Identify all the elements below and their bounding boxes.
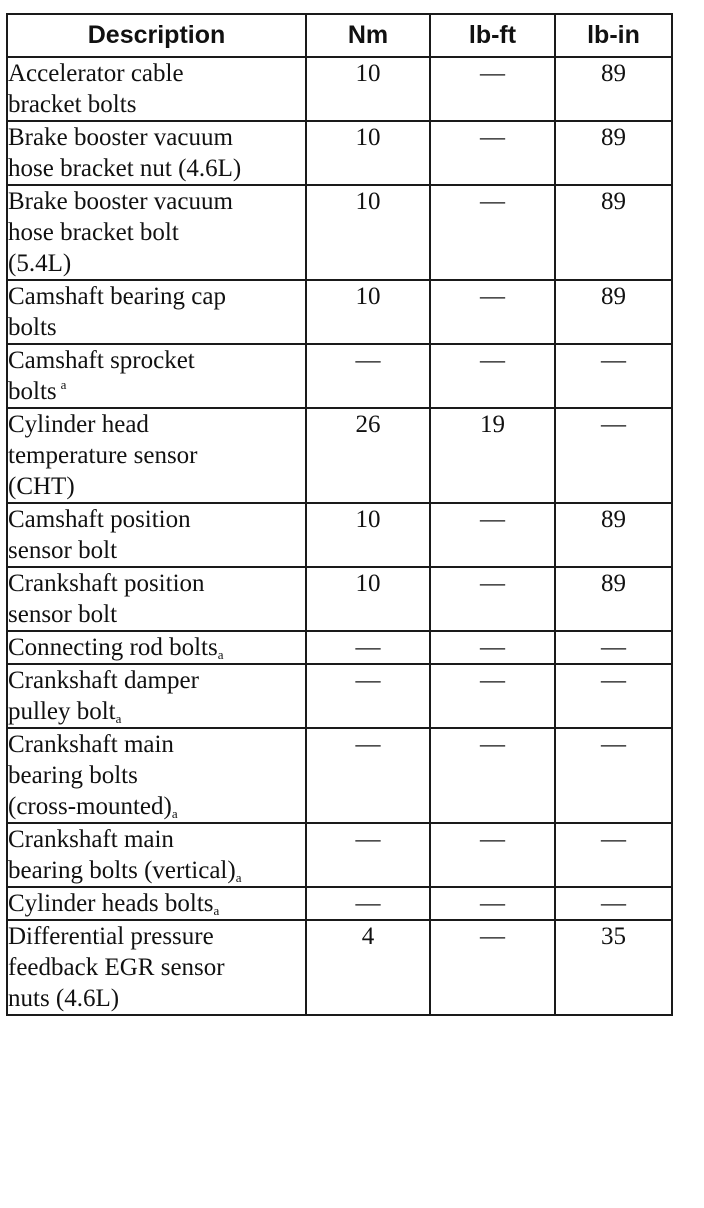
cell-lb-ft: — <box>430 280 555 344</box>
description-line: bearing bolts (vertical) <box>8 857 236 884</box>
cell-lb-in: — <box>555 887 672 920</box>
cell-lb-ft: — <box>430 823 555 887</box>
cell-nm: 10 <box>306 57 430 121</box>
cell-description <box>7 121 306 185</box>
table-row <box>7 728 672 823</box>
description-line: bolts <box>8 314 57 341</box>
header-row <box>7 14 672 57</box>
cell-nm: — <box>306 728 430 823</box>
cell-lb-in: 89 <box>555 503 672 567</box>
cell-description <box>7 664 306 728</box>
footnote-marker: a <box>115 711 122 726</box>
table-row <box>7 408 672 503</box>
cell-lb-ft: — <box>430 503 555 567</box>
description-line: Accelerator cable <box>8 60 184 87</box>
cell-lb-in: 89 <box>555 185 672 280</box>
cell-lb-ft: — <box>430 344 555 408</box>
description-line: Cylinder head <box>8 411 149 438</box>
table-row <box>7 664 672 728</box>
footnote-marker: a <box>60 377 67 392</box>
cell-description <box>7 344 306 408</box>
table-row <box>7 185 672 280</box>
cell-lb-in: — <box>555 823 672 887</box>
cell-description <box>7 823 306 887</box>
description-line: Differential pressure <box>8 923 214 950</box>
table-row <box>7 920 672 1015</box>
cell-lb-in: — <box>555 664 672 728</box>
description-line: nuts (4.6L) <box>8 985 120 1012</box>
description-line: Crankshaft position <box>8 570 205 597</box>
cell-nm: 10 <box>306 185 430 280</box>
description-line: sensor bolt <box>8 537 118 564</box>
description-line: Connecting rod bolts <box>8 634 218 661</box>
cell-nm: 10 <box>306 121 430 185</box>
description-line: temperature sensor <box>8 442 198 469</box>
cell-lb-in: — <box>555 631 672 664</box>
cell-lb-in: 89 <box>555 121 672 185</box>
footnote-marker: a <box>171 806 178 821</box>
cell-description <box>7 631 306 664</box>
cell-description <box>7 567 306 631</box>
description-line: Camshaft bearing cap <box>8 283 226 310</box>
cell-lb-ft: — <box>430 728 555 823</box>
cell-lb-in: — <box>555 728 672 823</box>
cell-lb-in: 35 <box>555 920 672 1015</box>
footnote-marker: a <box>213 903 220 918</box>
header-lb-ft: lb-ft <box>430 14 555 57</box>
cell-nm: — <box>306 344 430 408</box>
header-lb-in: lb-in <box>555 14 672 57</box>
cell-lb-ft: 19 <box>430 408 555 503</box>
cell-description <box>7 920 306 1015</box>
description-line: (CHT) <box>8 473 75 500</box>
description-line: bearing bolts <box>8 762 138 789</box>
description-line: Brake booster vacuum <box>8 188 233 215</box>
cell-nm: 10 <box>306 503 430 567</box>
cell-lb-in: 89 <box>555 567 672 631</box>
description-line: Cylinder heads bolts <box>8 890 214 917</box>
description-line: pulley bolt <box>8 698 116 725</box>
description-line: Crankshaft main <box>8 731 174 758</box>
description-line: hose bracket nut (4.6L) <box>8 155 242 182</box>
cell-description <box>7 887 306 920</box>
cell-lb-ft: — <box>430 664 555 728</box>
table-row <box>7 823 672 887</box>
cell-lb-ft: — <box>430 567 555 631</box>
cell-description <box>7 408 306 503</box>
cell-nm: — <box>306 631 430 664</box>
cell-description <box>7 728 306 823</box>
table-row <box>7 57 672 121</box>
table-row <box>7 887 672 920</box>
description-line: feedback EGR sensor <box>8 954 225 981</box>
cell-lb-in: — <box>555 408 672 503</box>
description-line: Camshaft sprocket <box>8 347 195 374</box>
cell-lb-ft: — <box>430 887 555 920</box>
table-row <box>7 503 672 567</box>
cell-lb-in: 89 <box>555 280 672 344</box>
cell-description <box>7 280 306 344</box>
table-row <box>7 280 672 344</box>
description-line: bolts <box>8 378 57 405</box>
table-body <box>7 57 672 1015</box>
description-line: sensor bolt <box>8 601 118 628</box>
description-line: bracket bolts <box>8 91 137 118</box>
footnote-marker: a <box>217 647 224 662</box>
cell-nm: 10 <box>306 567 430 631</box>
cell-lb-ft: — <box>430 185 555 280</box>
table-row <box>7 121 672 185</box>
cell-lb-ft: — <box>430 631 555 664</box>
table-row <box>7 567 672 631</box>
cell-lb-ft: — <box>430 57 555 121</box>
cell-description <box>7 185 306 280</box>
cell-description <box>7 57 306 121</box>
cell-nm: — <box>306 664 430 728</box>
description-line: Crankshaft damper <box>8 667 199 694</box>
cell-lb-in: 89 <box>555 57 672 121</box>
header-nm: Nm <box>306 14 430 57</box>
description-line: Camshaft position <box>8 506 191 533</box>
cell-lb-ft: — <box>430 121 555 185</box>
footnote-marker: a <box>235 870 242 885</box>
cell-nm: 10 <box>306 280 430 344</box>
description-line: Crankshaft main <box>8 826 174 853</box>
cell-description <box>7 503 306 567</box>
table-row <box>7 631 672 664</box>
description-line: (5.4L) <box>8 250 72 277</box>
header-description: Description <box>7 14 306 57</box>
torque-spec-table <box>6 13 673 1016</box>
table-row <box>7 344 672 408</box>
cell-nm: — <box>306 887 430 920</box>
cell-lb-in: — <box>555 344 672 408</box>
description-line: hose bracket bolt <box>8 219 179 246</box>
description-line: Brake booster vacuum <box>8 124 233 151</box>
cell-nm: — <box>306 823 430 887</box>
description-line: (cross-mounted) <box>8 793 172 820</box>
cell-nm: 26 <box>306 408 430 503</box>
cell-lb-ft: — <box>430 920 555 1015</box>
cell-nm: 4 <box>306 920 430 1015</box>
